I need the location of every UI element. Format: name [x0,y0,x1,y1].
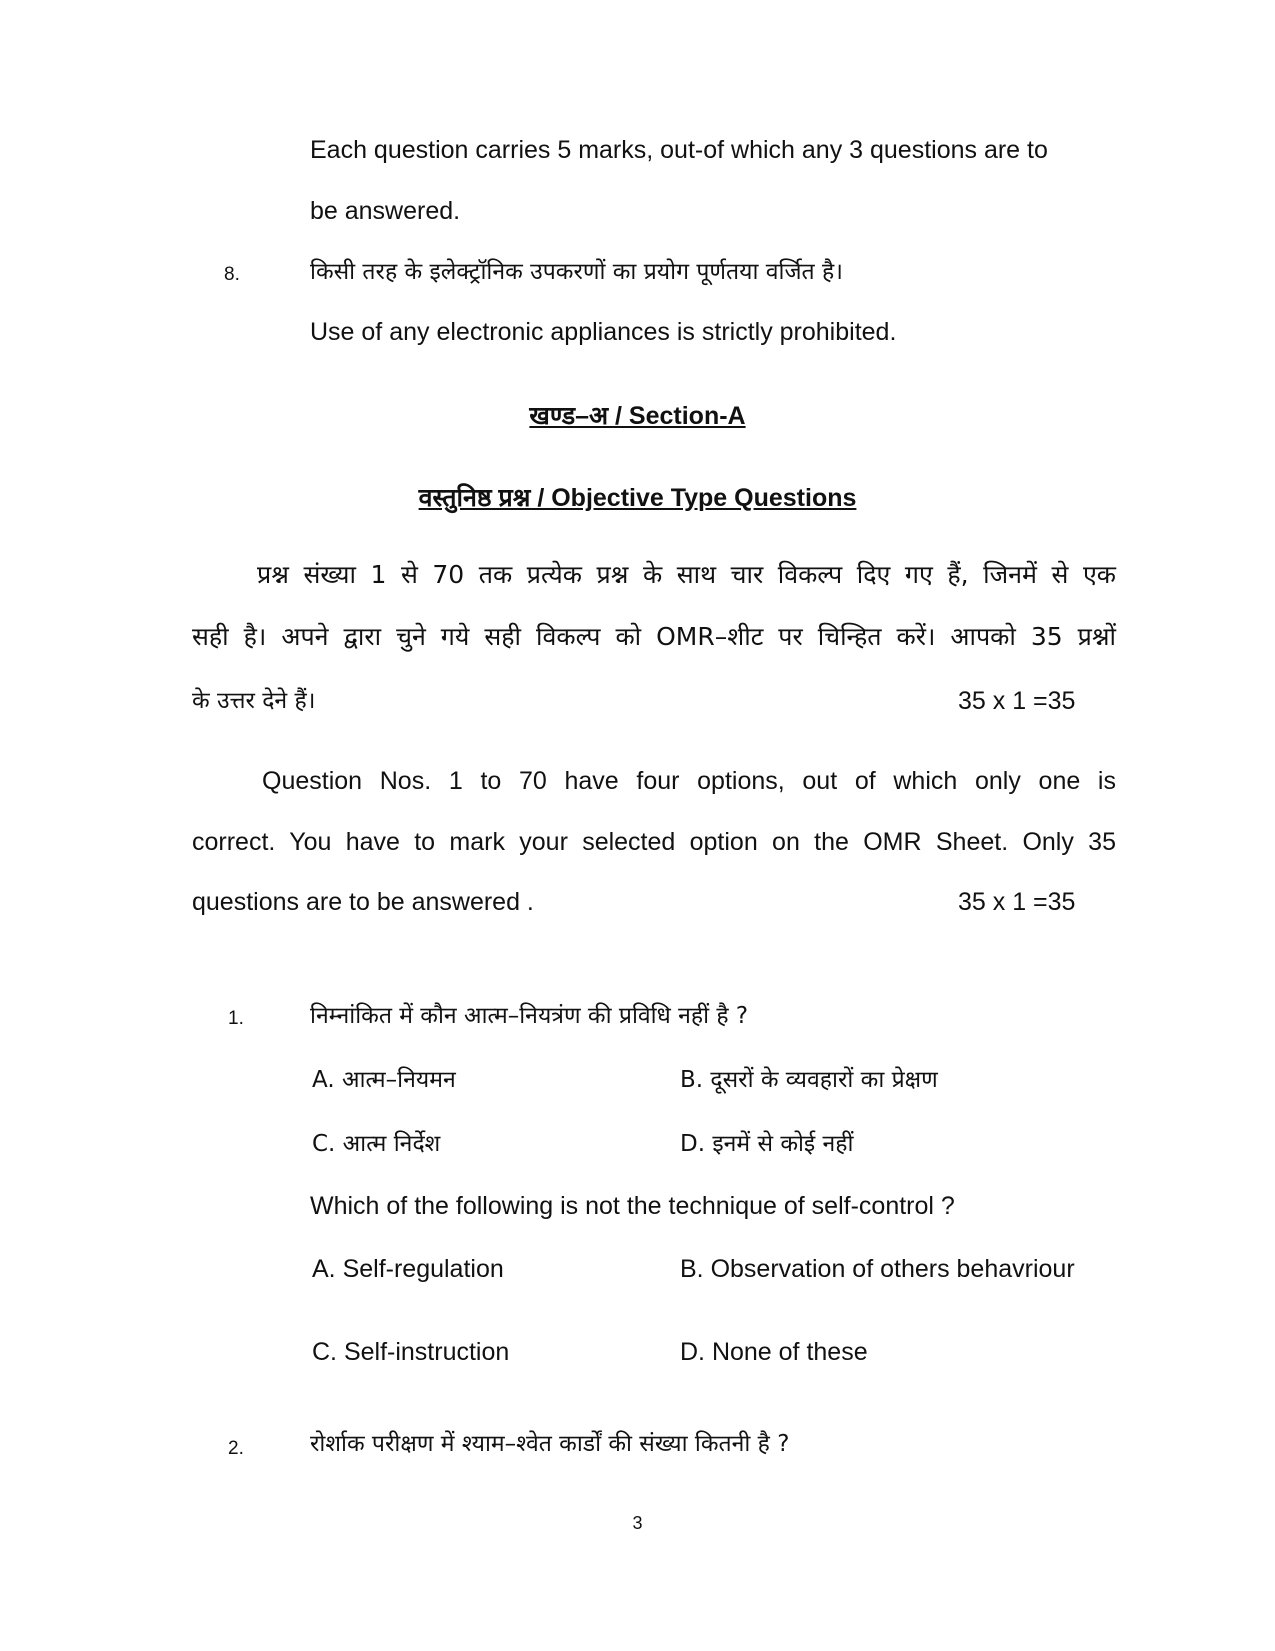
english-instruction-marks: 35 x 1 =35 [958,888,1076,916]
instruction-8-hindi: किसी तरह के इलेक्ट्रॉनिक उपकरणों का प्रयोग पूर्णतया वर्जित है। [310,259,843,285]
instruction-7-line-2: be answered. [310,197,461,225]
instruction-8-english: Use of any electronic appliances is strictly prohibited. [310,318,897,346]
question-1-english-option-a: A. Self-regulation [312,1255,504,1283]
objective-subheading [0,480,1275,514]
question-1-hindi-option-d: D. इनमें से कोई नहीं [680,1131,854,1157]
hindi-instruction-line-2: सही है। अपने द्वारा चुने गये सही विकल्प को OMR–शीट पर चिन्हित करें। आपको 35 प्रश्नों [192,622,1116,651]
question-2-number: 2. [228,1438,244,1459]
english-instruction-line-2: correct. You have to mark your selected option on the OMR Sheet. Only 35 [192,828,1116,856]
hindi-instruction-line-3: के उत्तर देने हैं। [192,688,316,714]
question-1-english-option-b: B. Observation of others behavriour [680,1255,1075,1283]
question-1-number: 1. [228,1008,244,1029]
instruction-7-line-1: Each question carries 5 marks, out-of which any 3 questions are to [310,136,1048,164]
question-1-english-option-d: D. None of these [680,1338,868,1366]
hindi-instruction-marks: 35 x 1 =35 [958,687,1076,715]
hindi-instruction-line-1: प्रश्न संख्या 1 से 70 तक प्रत्येक प्रश्न के साथ चार विकल्प दिए गए हैं, जिनमें से एक [257,560,1116,589]
question-1-hindi-option-c: C. आत्म निर्देश [312,1131,441,1157]
question-1-english-option-c: C. Self-instruction [312,1338,510,1366]
question-1-hindi-text: निम्नांकित में कौन आत्म–नियत्रंण की प्रविधि नहीं है ? [310,1003,749,1029]
question-2-hindi-text: रोर्शाक परीक्षण में श्याम–श्वेत कार्डों की संख्या कितनी है ? [310,1431,790,1457]
section-heading [0,398,1275,432]
section-heading-text: खण्ड–अ / Section-A [529,402,746,430]
english-instruction-line-3: questions are to be answered . [192,888,534,916]
objective-subheading-text: वस्तुनिष्ठ प्रश्न / Objective Type Questions [418,484,857,512]
page-number: 3 [632,1513,643,1533]
question-1-hindi-option-a: A. आत्म–नियमन [312,1067,456,1093]
question-1-english-text: Which of the following is not the technique of self-control ? [310,1192,955,1220]
english-instruction-line-1: Question Nos. 1 to 70 have four options, out of which only one is [262,767,1116,795]
instruction-8-number: 8. [224,264,240,285]
question-1-hindi-option-b: B. दूसरों के व्यवहारों का प्रेक्षण [680,1067,938,1093]
